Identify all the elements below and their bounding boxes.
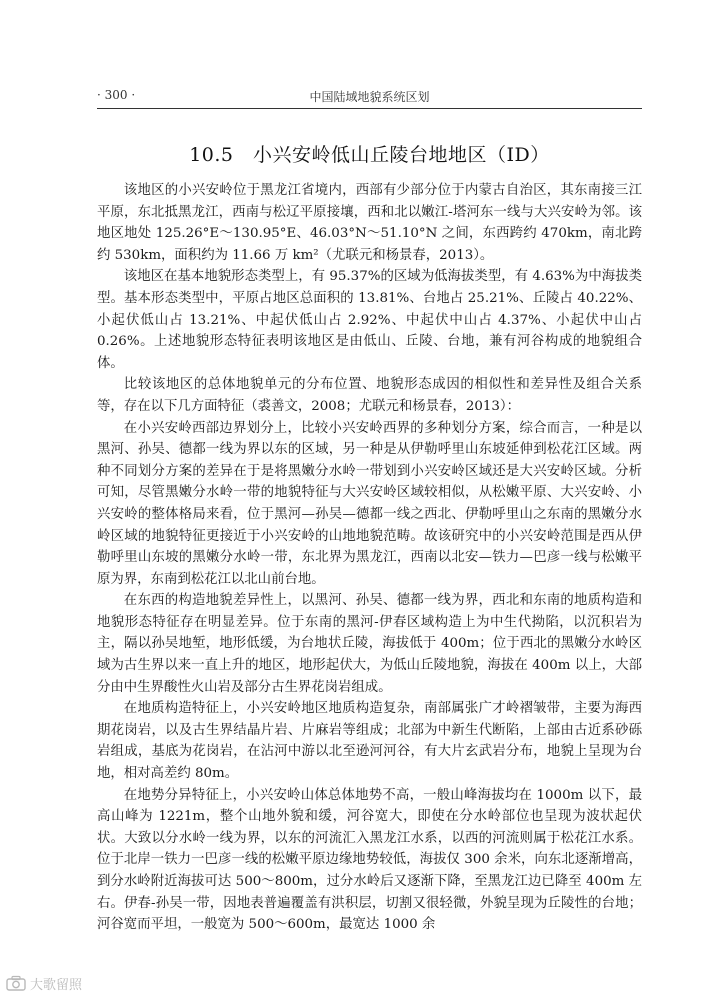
paragraph: 该地区的小兴安岭位于黑龙江省境内，西部有少部分位于内蒙古自治区，其东南接三江平原，东北抵黑龙江，西南与松辽平原接壤，西和北以嫩江-塔河东一线与大兴安岭为邻。该地区地处 125.26°E～130.95°E、46.03°N～51.10°N 之间，东西跨约 470km，南北跨约 530km，面积约为 11.66 万 km²（尤联元和杨景春，2013）。 [97,183,642,263]
paragraph: 比较该地区的总体地貌单元的分布位置、地貌形态成因的相似性和差异性及组合关系等，存在以下几方面特征（裘善文，2008；尤联元和杨景春，2013）： [97,377,642,414]
paragraph: 在东西的构造地貌差异性上，以黑河、孙吴、德都一线为界，西北和东南的地质构造和地貌形态特征存在明显差异。位于东南的黑河-伊春区域构造上为中生代拗陷，以沉积岩为主，隔以孙吴地堑，地形低缓，为台地状丘陵，海拔低于 400m；位于西北的黑嫩分水岭区域为古生界以来一直上升的地区，地形起伏大，为低山丘陵地貌，海拔在 400m 以上，大部分由中生界酸性火山岩及部分古生界花岗岩组成。 [97,593,642,695]
paragraph: 在地质构造特征上，小兴安岭地区地质构造复杂，南部属张广才岭褶皱带，主要为海西期花岗岩，以及古生界结晶片岩、片麻岩等组成；北部为中新生代断陷，上部由古近系砂砾岩组成，基底为花岗岩，在沾河中游以北至逊河河谷，有大片玄武岩分布，地貌上呈现为台地，相对高差约 80m。 [97,701,642,782]
running-header [97,86,642,106]
camera-logo-icon [6,975,26,991]
book-title: 中国陆域地貌系统区划 [309,90,430,104]
page-number: · 300 · [97,88,136,102]
watermark [6,972,82,994]
paragraph: 在小兴安岭西部边界划分上，比较小兴安岭西界的多种划分方案，综合而言，一种是以黑河、孙吴、德都一线为界以东的区域，另一种是从伊勒呼里山东坡延伸到松花江区域。两种不同划分方案的差异在于是将黑嫩分水岭一带划到小兴安岭区域还是大兴安岭区域。分析可知，尽管黑嫩分水岭一带的地貌特征与大兴安岭区域较相似，从松嫩平原、大兴安岭、小兴安岭的整体格局来看，位于黑河—孙吴—德都一线之西北、伊勒呼里山之东南的黑嫩分水岭区域的地貌特征更接近于小兴安岭的山地地貌范畴。故该研究中的小兴安岭范围是西从伊勒呼里山东坡的黑嫩分水岭一带，东北界为黑龙江，西南以北安—铁力—巴彦一线与松嫩平原为界，东南到松花江以北山前台地。 [97,420,642,587]
header-divider [97,108,642,109]
body-text [97,180,642,936]
paragraph: 该地区在基本地貌形态类型上，有 95.37%的区域为低海拔类型，有 4.63%为中海拔类型。基本形态类型中，平原占地区总面积的 13.81%、台地占 25.21%、丘陵占 40.22%、小起伏低山占 13.21%、中起伏低山占 2.92%、中起伏中山占 4.37%、小起伏中山占 0.26%。上述地貌形态特征表明该地区是由低山、丘陵、台地，兼有河谷构成的地貌组合体。 [97,269,642,371]
paragraph: 在地势分异特征上，小兴安岭山体总体地势不高，一般山峰海拔均在 1000m 以下，最高山峰为 1221m，整个山地外貌和缓，河谷宽大，即使在分水岭部位也呈现为波状起伏状。大致以分水岭一线为界，以东的河流汇入黑龙江水系，以西的河流则属于松花江水系。位于北岸一铁力一巴彦一线的松嫩平原边缘地势较低，海拔仅 300 余米，向东北逐渐增高，到分水岭附近海拔可达 500～800m，过分水岭后又逐渐下降，至黑龙江边已降至 400m 左右。伊春-孙吴一带，因地表普遍覆盖有洪积层，切割又很轻微，外貌呈现为丘陵性的台地；河谷宽而平坦，一般宽为 500～600m，最宽达 1000 余 [97,787,642,933]
section-title: 10.5 小兴安岭低山丘陵台地地区（ID） [189,144,550,166]
watermark-text: 大歌留照 [30,977,83,993]
